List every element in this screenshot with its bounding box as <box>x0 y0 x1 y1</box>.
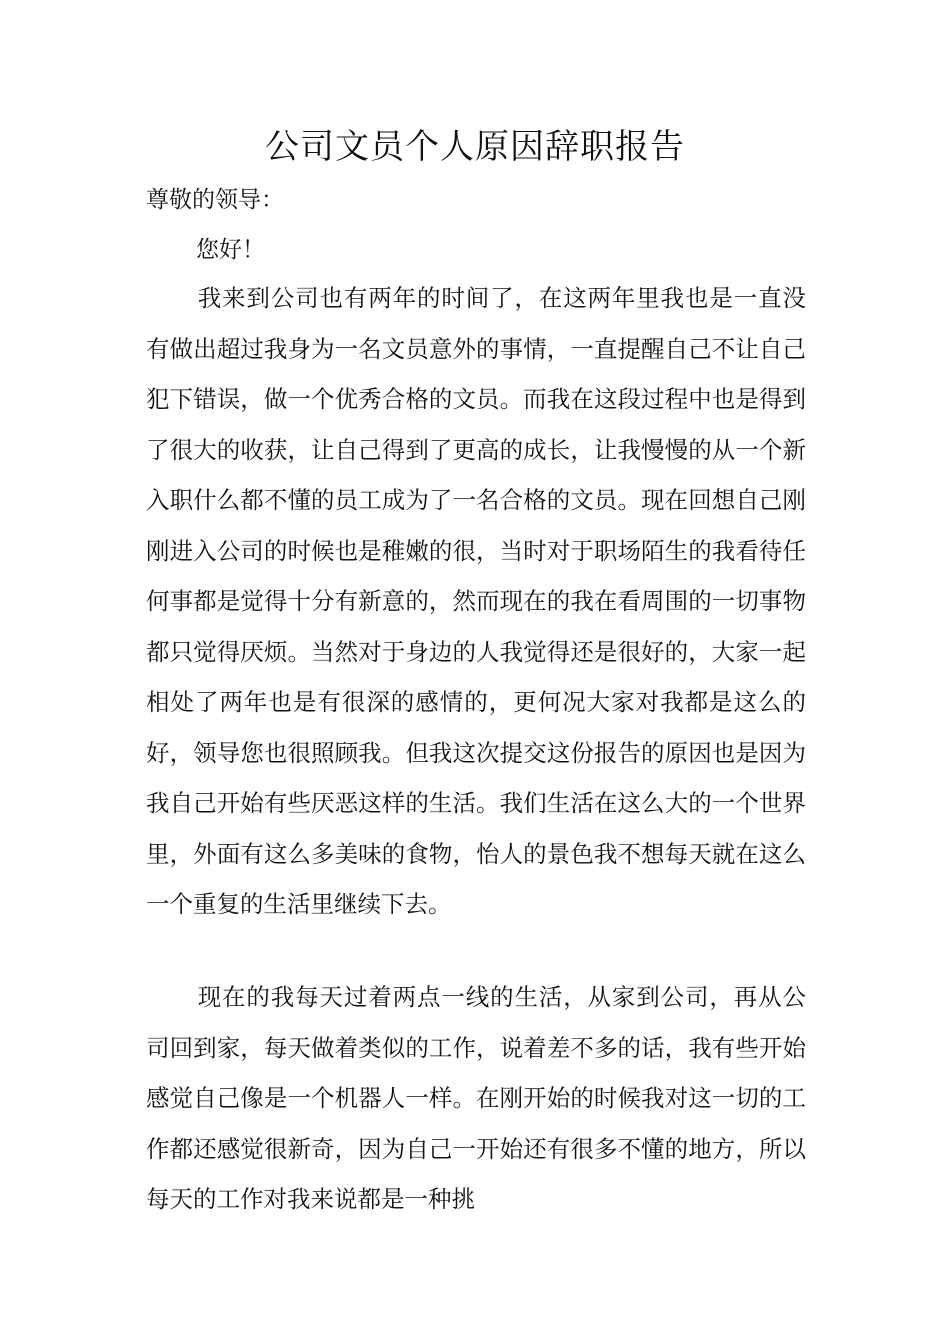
body-paragraph-2: 现在的我每天过着两点一线的生活，从家到公司，再从公司回到家，每天做着类似的工作，说着差不多的话，我有些开始感觉自己像是一个机器人一样。在刚开始的时候我对这一切的工作都还感觉很新奇，因为自己一开始还有很多不懂的地方，所以每天的工作对我来说都是一种挑 <box>146 983 806 1213</box>
document-title: 公司文员个人原因辞职报告 <box>265 127 685 167</box>
greeting: 您好！ <box>196 237 265 263</box>
salutation: 尊敬的领导： <box>146 187 284 213</box>
body-paragraph-1: 我来到公司也有两年的时间了，在这两年里我也是一直没有做出超过我身为一名文员意外的事情，一直提醒自己不让自己犯下错误，做一个优秀合格的文员。而我在这段过程中也是得到了很大的收获，让自己得到了更高的成长，让我慢慢的从一个新入职什么都不懂的员工成为了一名合格的文员。现在回想自己刚刚进入公司的时候也是稚嫩的很，当时对于职场陌生的我看待任何事都是觉得十分有新意的，然而现在的我在看周围的一切事物都只觉得厌烦。当然对于身边的人我觉得还是很好的，大家一起相处了两年也是有很深的感情的，更何况大家对我都是这么的好，领导您也很照顾我。但我这次提交这份报告的原因也是因为我自己开始有些厌恶这样的生活。我们生活在这么大的一个世界里，外面有这么多美味的食物，怡人的景色我不想每天就在这么一个重复的生活里继续下去。 <box>146 284 806 918</box>
